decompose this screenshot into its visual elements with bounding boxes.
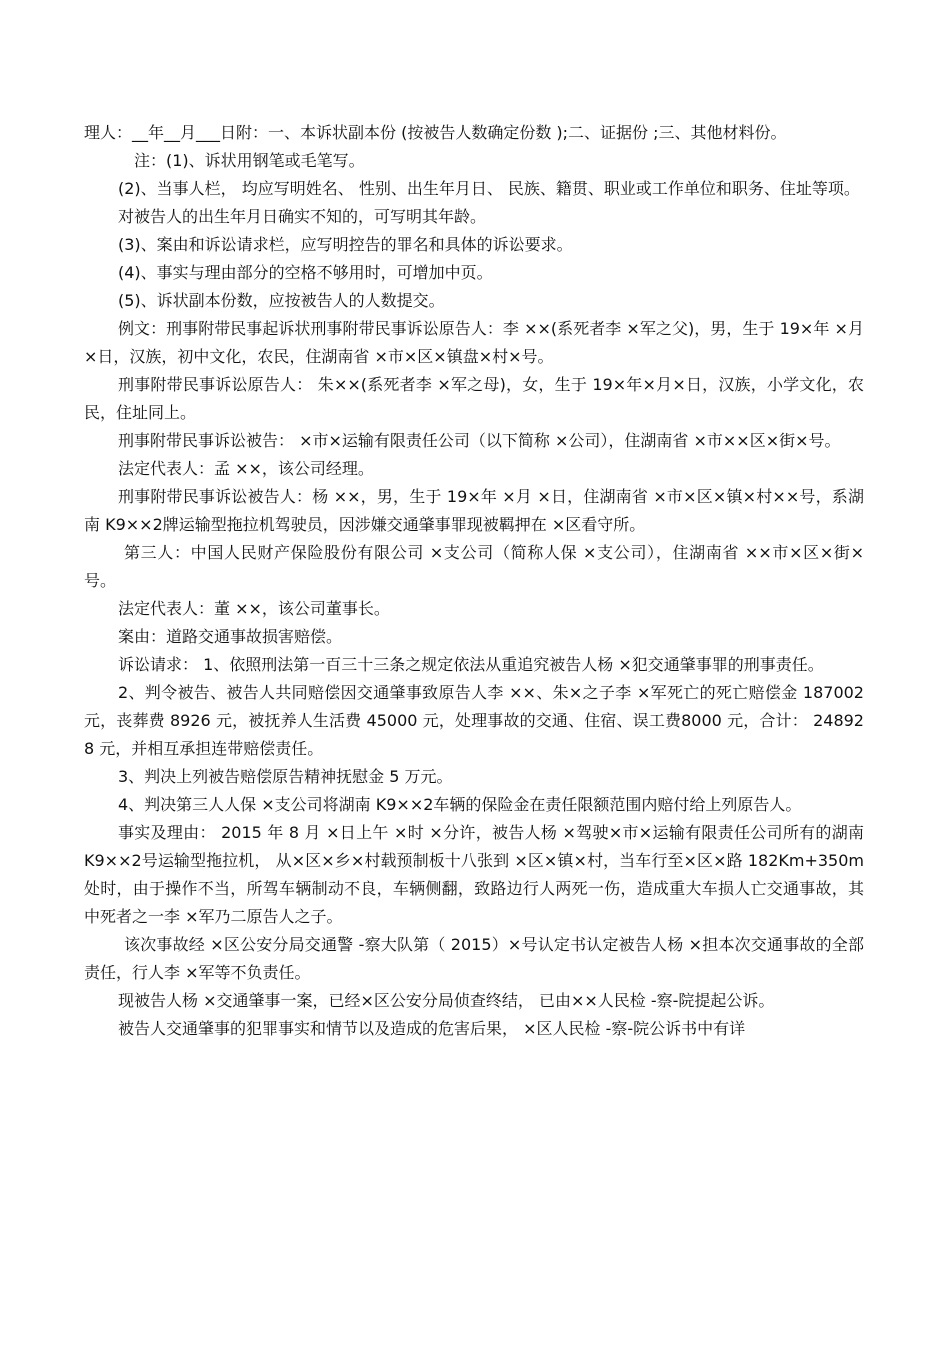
paragraph-cause: 案由：道路交通事故损害赔偿。	[118, 627, 343, 646]
document-body	[84, 119, 864, 1043]
paragraph-note-1: 注：(1)、诉状用钢笔或毛笔写。	[134, 151, 365, 170]
paragraph-attachments: 理人：__年__月___日附：一、本诉状副本份 (按被告人数确定份数 );二、证据份 ;三、其他材料份。	[84, 123, 787, 142]
paragraph-note-3: (3)、案由和诉讼请求栏，应写明控告的罪名和具体的诉讼要求。	[118, 235, 573, 254]
paragraph-accident-finding: 该次事故经 ×区公安分局交通警 -察大队第（ 2015）×号认定书认定被告人杨 ×担本次交通事故的全部责任，行人李 ×军等不负责任。	[84, 935, 864, 982]
paragraph-third-party: 第三人：中国人民财产保险股份有限公司 ×支公司（简称人保 ×支公司），住湖南省 ××市×区×街×号。	[84, 543, 864, 590]
paragraph-claim-2: 2、判令被告、被告人共同赔偿因交通肇事致原告人李 ××、朱×之子李 ×军死亡的死亡赔偿金 187002 元，丧葬费 8926 元，被抚养人生活费 45000 元，处理事故的交通、住宿、误工费8000 元，合计： 248928 元，并相互承担连带赔偿责任。	[84, 683, 864, 758]
paragraph-crime-facts: 被告人交通肇事的犯罪事实和情节以及造成的危害后果， ×区人民检 -察-院公诉书中有详	[118, 1019, 746, 1038]
paragraph-legal-rep-2: 法定代表人：董 ××，该公司董事长。	[118, 599, 390, 618]
paragraph-defendant-person: 刑事附带民事诉讼被告人：杨 ××，男，生于 19×年 ×月 ×日，住湖南省 ×市×区×镇×村××号，系湖南 K9××2牌运输型拖拉机驾驶员，因涉嫌交通肇事罪现被羁押在 ×区看守所。	[84, 487, 864, 534]
paragraph-prosecution: 现被告人杨 ×交通肇事一案，已经×区公安分局侦查终结， 已由××人民检 -察-院提起公诉。	[118, 991, 775, 1010]
paragraph-note-5: (5)、诉状副本份数，应按被告人的人数提交。	[118, 291, 445, 310]
paragraph-note-4: (4)、事实与理由部分的空格不够用时，可增加中页。	[118, 263, 493, 282]
paragraph-plaintiff-2: 刑事附带民事诉讼原告人： 朱××(系死者李 ×军之母)，女，生于 19×年×月×日，汉族，小学文化，农民，住址同上。	[84, 375, 864, 422]
paragraph-claim-4: 4、判决第三人人保 ×支公司将湖南 K9××2车辆的保险金在责任限额范围内赔付给上列原告人。	[118, 795, 802, 814]
paragraph-note-age: 对被告人的出生年月日确实不知的，可写明其年龄。	[118, 207, 487, 226]
paragraph-defendant-company: 刑事附带民事诉讼被告： ×市×运输有限责任公司（以下简称 ×公司），住湖南省 ×市××区×街×号。	[118, 431, 841, 450]
paragraph-example-plaintiff-1: 例文：刑事附带民事起诉状刑事附带民事诉讼原告人：李 ××(系死者李 ×军之父)，男，生于 19×年 ×月 ×日，汉族，初中文化，农民，住湖南省 ×市×区×镇盘×村×号。	[84, 319, 864, 366]
paragraph-note-2: (2)、当事人栏， 均应写明姓名、 性别、出生年月日、 民族、籍贯、职业或工作单位和职务、住址等项。	[118, 179, 860, 198]
paragraph-legal-rep-1: 法定代表人：孟 ××，该公司经理。	[118, 459, 374, 478]
paragraph-claim-1: 诉讼请求： 1、依照刑法第一百三十三条之规定依法从重追究被告人杨 ×犯交通肇事罪的刑事责任。	[118, 655, 824, 674]
paragraph-facts: 事实及理由： 2015 年 8 月 ×日上午 ×时 ×分许，被告人杨 ×驾驶×市×运输有限责任公司所有的湖南 K9××2号运输型拖拉机， 从×区×乡×村载预制板十八张到 ×区×镇×村，当车行至×区×路 182Km+350m 处时，由于操作不当，所驾车辆制动不良，车辆侧翻，致路边行人两死一伤，造成重大车损人亡交通事故，其中死者之一李 ×军乃二原告人之子。	[84, 823, 864, 926]
paragraph-claim-3: 3、判决上列被告赔偿原告精神抚慰金 5 万元。	[118, 767, 453, 786]
